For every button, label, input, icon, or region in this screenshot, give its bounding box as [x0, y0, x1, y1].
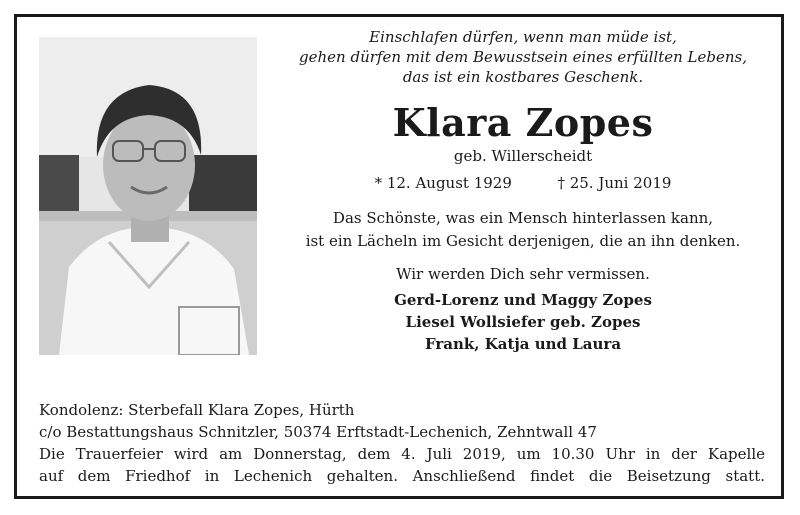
- mourner: Liesel Wollsiefer geb. Zopes: [405, 313, 641, 331]
- mourner: Frank, Katja und Laura: [424, 335, 622, 353]
- birth-date: * 12. August 1929: [374, 174, 512, 192]
- mourners-list: [269, 289, 777, 355]
- verse-line: Das Schönste, was ein Mensch hinterlassen kann,: [332, 209, 714, 227]
- notice-text: [269, 27, 777, 355]
- quote-line: Einschlafen dürfen, wenn man müde ist,: [369, 28, 677, 46]
- death-date: † 25. Juni 2019: [557, 174, 672, 192]
- mourner: Gerd-Lorenz und Maggy Zopes: [394, 291, 652, 309]
- condolence-line: c/o Bestattungshaus Schnitzler, 50374 Erftstadt-Lechenich, Zehntwall 47: [39, 423, 597, 441]
- obituary-notice: [14, 14, 784, 499]
- quote-line: das ist ein kostbares Geschenk.: [402, 68, 644, 86]
- quote-line: gehen dürfen mit dem Bewusstsein eines erfüllten Lebens,: [299, 48, 747, 66]
- ceremony-line: Die Trauerfeier wird am Donnerstag, dem 4. Juli 2019, um 10.30 Uhr in der Kapelle: [39, 445, 765, 463]
- ceremony-line: auf dem Friedhof in Lechenich gehalten. Anschließend findet die Beisetzung statt.: [39, 467, 765, 485]
- maiden-name: geb. Willerscheidt: [453, 147, 593, 165]
- deceased-name: Klara Zopes: [392, 100, 654, 145]
- verse: [269, 207, 777, 253]
- notice-footer: [39, 399, 765, 487]
- farewell-line: Wir werden Dich sehr vermissen.: [396, 265, 650, 283]
- quote: [269, 27, 777, 87]
- life-dates: [269, 171, 777, 195]
- portrait-photo: [39, 37, 257, 355]
- condolence-line: Kondolenz: Sterbefall Klara Zopes, Hürth: [39, 401, 355, 419]
- verse-line: ist ein Lächeln im Gesicht derjenigen, die an ihn denken.: [305, 232, 741, 250]
